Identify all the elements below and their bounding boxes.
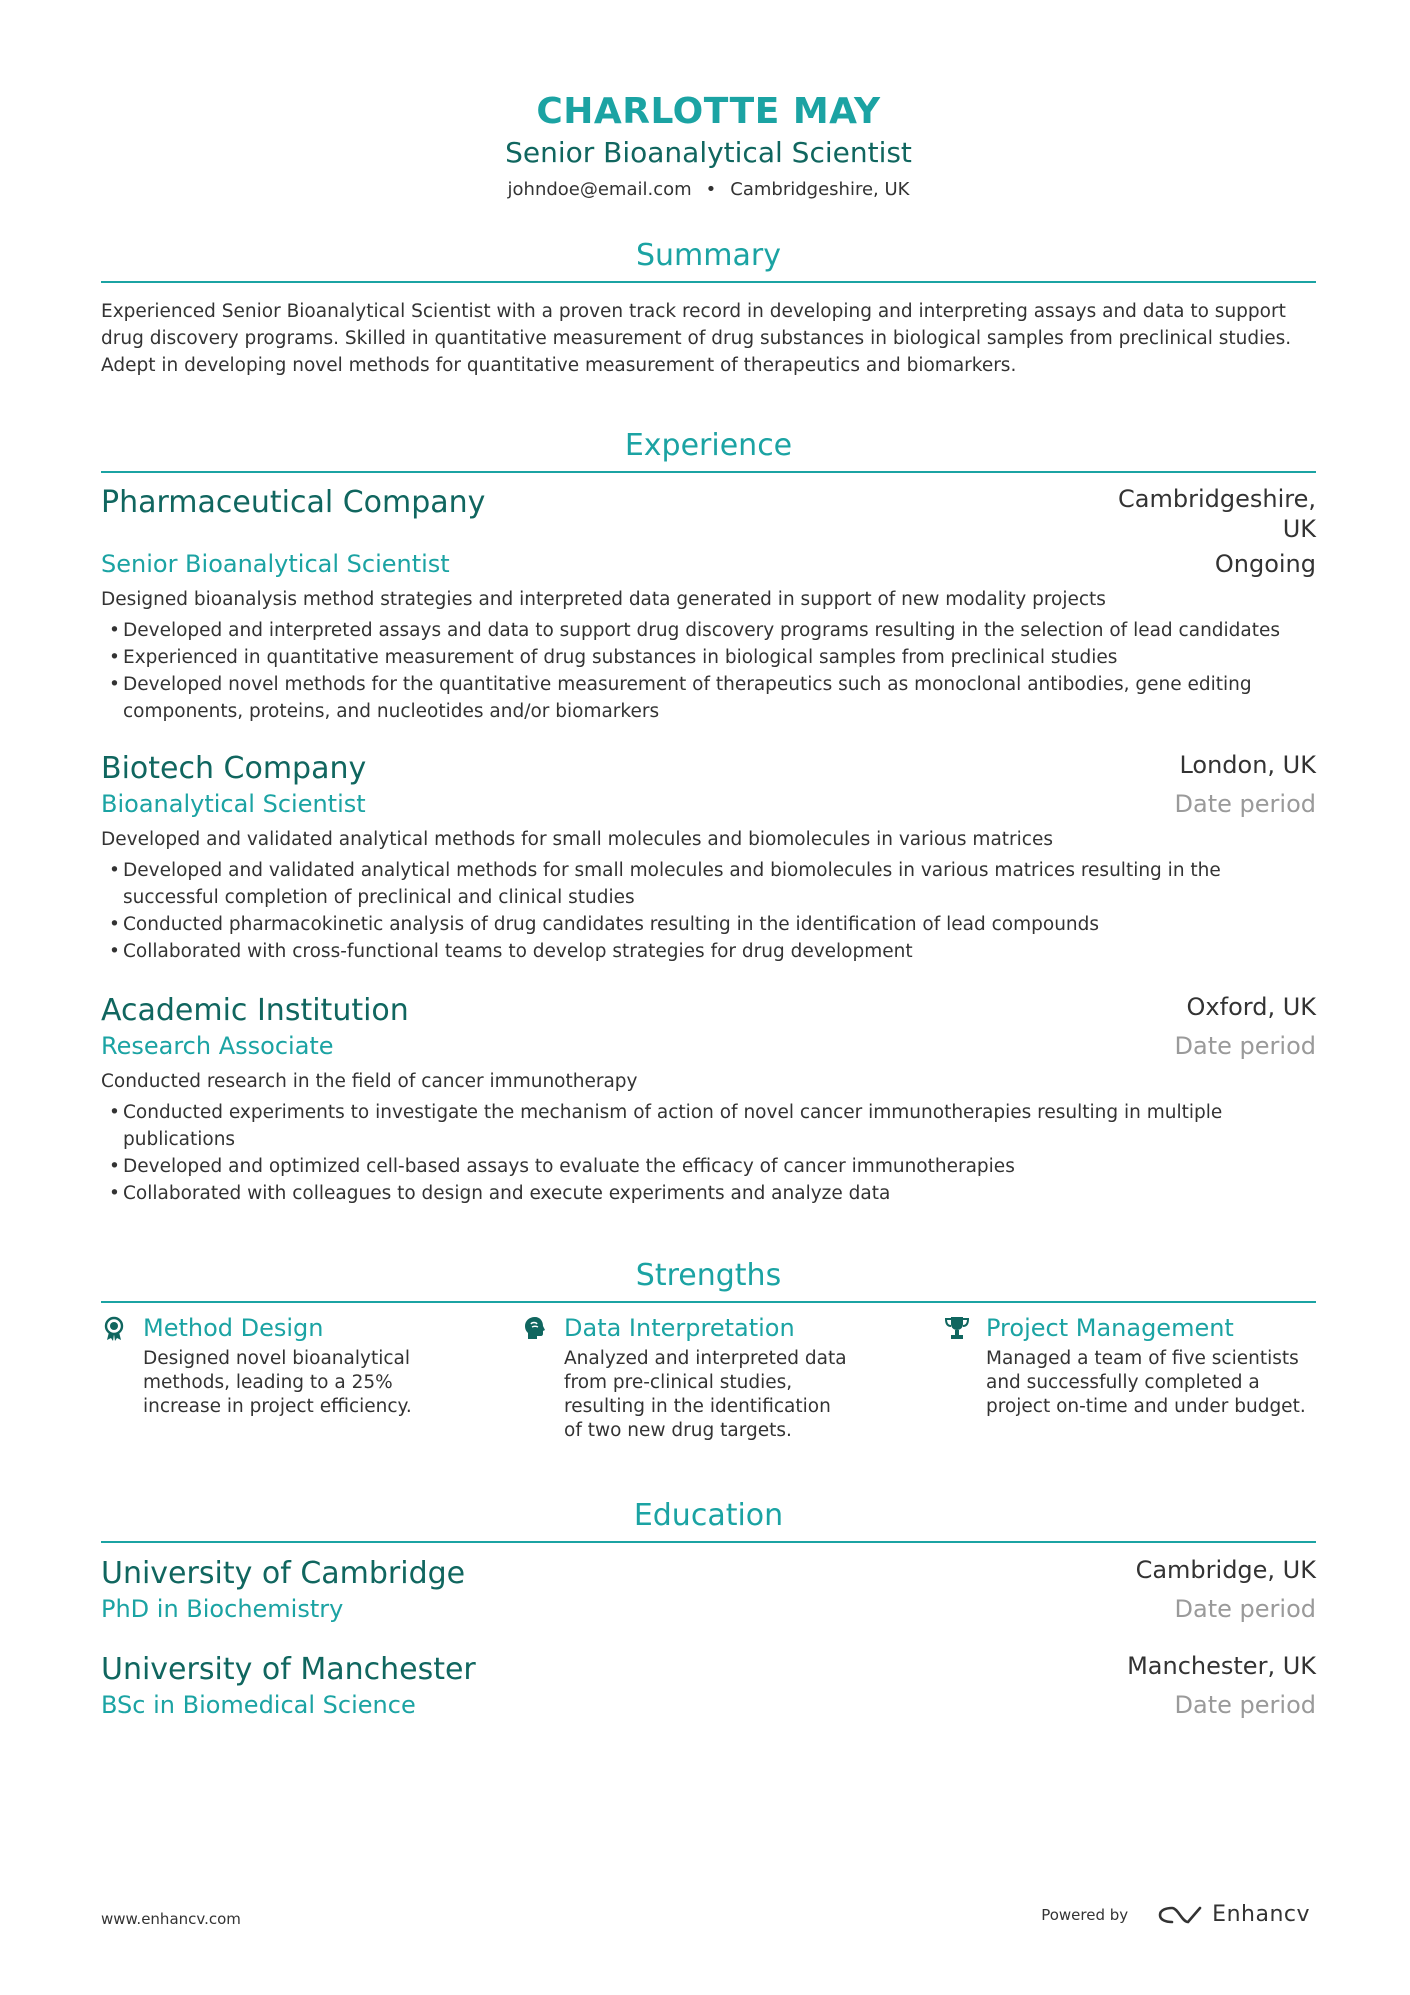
footer-branding bbox=[1041, 1902, 1310, 1927]
job-description: Designed bioanalysis method strategies and interpreted data generated in support of new modality projects bbox=[101, 589, 1106, 610]
enhancv-logo-icon bbox=[1156, 1903, 1204, 1927]
resume-header bbox=[101, 92, 1316, 202]
company-name: Pharmaceutical Company bbox=[101, 485, 486, 520]
strength-text: Designed novel bioanalytical methods, leading to a 25% increase in project efficiency. bbox=[143, 1348, 412, 1417]
job-location: London, UK bbox=[1179, 751, 1316, 779]
award-icon bbox=[101, 1315, 127, 1341]
footer-website[interactable]: www.enhancv.com bbox=[101, 1910, 241, 1928]
job-bullet: • Collaborated with cross-functional teams to develop strategies for drug development bbox=[101, 938, 1316, 965]
brand-name[interactable]: Enhancv bbox=[1212, 1902, 1310, 1927]
experience-entry bbox=[101, 992, 1316, 1207]
education-entry bbox=[101, 1651, 1316, 1721]
strength-item bbox=[522, 1313, 882, 1443]
education-date: Date period bbox=[1174, 1691, 1316, 1719]
location-text: Cambridgeshire, UK bbox=[730, 179, 910, 200]
degree-name: PhD in Biochemistry bbox=[101, 1595, 344, 1623]
experience-entry bbox=[101, 484, 1316, 725]
job-date: Date period bbox=[1174, 790, 1316, 818]
candidate-name: CHARLOTTE MAY bbox=[536, 91, 881, 132]
school-location: Manchester, UK bbox=[1127, 1652, 1316, 1680]
strength-title: Data Interpretation bbox=[564, 1314, 795, 1342]
job-location: Oxford, UK bbox=[1186, 993, 1316, 1021]
contact-separator: • bbox=[705, 179, 717, 200]
powered-by-text: Powered by bbox=[1041, 1905, 1129, 1924]
experience-divider bbox=[101, 471, 1316, 473]
job-bullet: • Conducted experiments to investigate the mechanism of action of novel cancer immunotherapies resulting in multiple publications bbox=[101, 1099, 1316, 1153]
job-location bbox=[1118, 484, 1316, 544]
brain-head-icon bbox=[522, 1315, 548, 1341]
job-bullets bbox=[101, 617, 1316, 725]
company-name: Biotech Company bbox=[101, 751, 367, 786]
job-bullets bbox=[101, 1099, 1316, 1207]
experience-entry bbox=[101, 750, 1316, 965]
education-entry bbox=[101, 1555, 1316, 1625]
job-title: Research Associate bbox=[101, 1032, 334, 1060]
education-heading: Education bbox=[633, 1498, 784, 1533]
strengths-heading: Strengths bbox=[635, 1258, 782, 1293]
strength-item bbox=[101, 1313, 461, 1419]
company-name: Academic Institution bbox=[101, 993, 409, 1028]
summary-line-3: Adept in developing novel methods for quantitative measurement of therapeutics and biomarkers. bbox=[101, 355, 1017, 376]
job-bullet: • Developed and interpreted assays and data to support drug discovery programs resulting in the selection of lead candidates bbox=[101, 617, 1316, 644]
strength-item bbox=[944, 1313, 1304, 1419]
job-title: Bioanalytical Scientist bbox=[101, 790, 366, 818]
job-bullet: • Developed and optimized cell-based assays to evaluate the efficacy of cancer immunotherapies bbox=[101, 1153, 1316, 1180]
job-bullets bbox=[101, 857, 1316, 965]
job-date: Date period bbox=[1174, 1032, 1316, 1060]
education-date: Date period bbox=[1174, 1595, 1316, 1623]
job-title: Senior Bioanalytical Scientist bbox=[101, 550, 450, 578]
school-name: University of Cambridge bbox=[101, 1556, 466, 1591]
job-description: Developed and validated analytical methods for small molecules and biomolecules in various matrices bbox=[101, 829, 1053, 850]
summary-line-2: drug discovery programs. Skilled in quantitative measurement of drug substances in biological samples from preclinical studies. bbox=[101, 328, 1292, 349]
experience-heading: Experience bbox=[624, 428, 793, 463]
trophy-icon bbox=[944, 1315, 970, 1341]
job-bullet: • Conducted pharmacokinetic analysis of drug candidates resulting in the identification of lead compounds bbox=[101, 911, 1316, 938]
job-bullet: • Developed and validated analytical methods for small molecules and biomolecules in various matrices resulting in the successful completion of preclinical and clinical studies bbox=[101, 857, 1316, 911]
job-description: Conducted research in the field of cancer immunotherapy bbox=[101, 1071, 638, 1092]
strength-title: Project Management bbox=[986, 1314, 1234, 1342]
school-name: University of Manchester bbox=[101, 1652, 476, 1687]
candidate-role: Senior Bioanalytical Scientist bbox=[505, 136, 912, 169]
strengths-divider bbox=[101, 1301, 1316, 1303]
email-text[interactable]: johndoe@email.com bbox=[507, 179, 692, 200]
strength-text: Analyzed and interpreted data from pre-clinical studies, resulting in the identification of two new drug targets. bbox=[564, 1348, 847, 1441]
school-location: Cambridge, UK bbox=[1135, 1556, 1316, 1584]
education-divider bbox=[101, 1541, 1316, 1543]
summary-text bbox=[101, 298, 1316, 379]
job-location-line-2: UK bbox=[1282, 515, 1316, 543]
summary-divider bbox=[101, 281, 1316, 283]
job-date: Ongoing bbox=[1214, 550, 1316, 578]
job-bullet: • Experienced in quantitative measurement of drug substances in biological samples from preclinical studies bbox=[101, 644, 1316, 671]
job-bullet: • Developed novel methods for the quantitative measurement of therapeutics such as monoclonal antibodies, gene editing components, proteins, and nucleotides and/or biomarkers bbox=[101, 671, 1316, 725]
job-bullet: • Collaborated with colleagues to design and execute experiments and analyze data bbox=[101, 1180, 1316, 1207]
summary-line-1: Experienced Senior Bioanalytical Scientist with a proven track record in developing and interpreting assays and data to support bbox=[101, 301, 1286, 322]
degree-name: BSc in Biomedical Science bbox=[101, 1691, 416, 1719]
job-location-line-1: Cambridgeshire, bbox=[1118, 485, 1316, 513]
summary-heading: Summary bbox=[636, 238, 781, 273]
strength-text: Managed a team of five scientists and successfully completed a project on-time and under budget. bbox=[986, 1348, 1306, 1417]
contact-line bbox=[101, 178, 1316, 202]
strength-title: Method Design bbox=[143, 1314, 324, 1342]
